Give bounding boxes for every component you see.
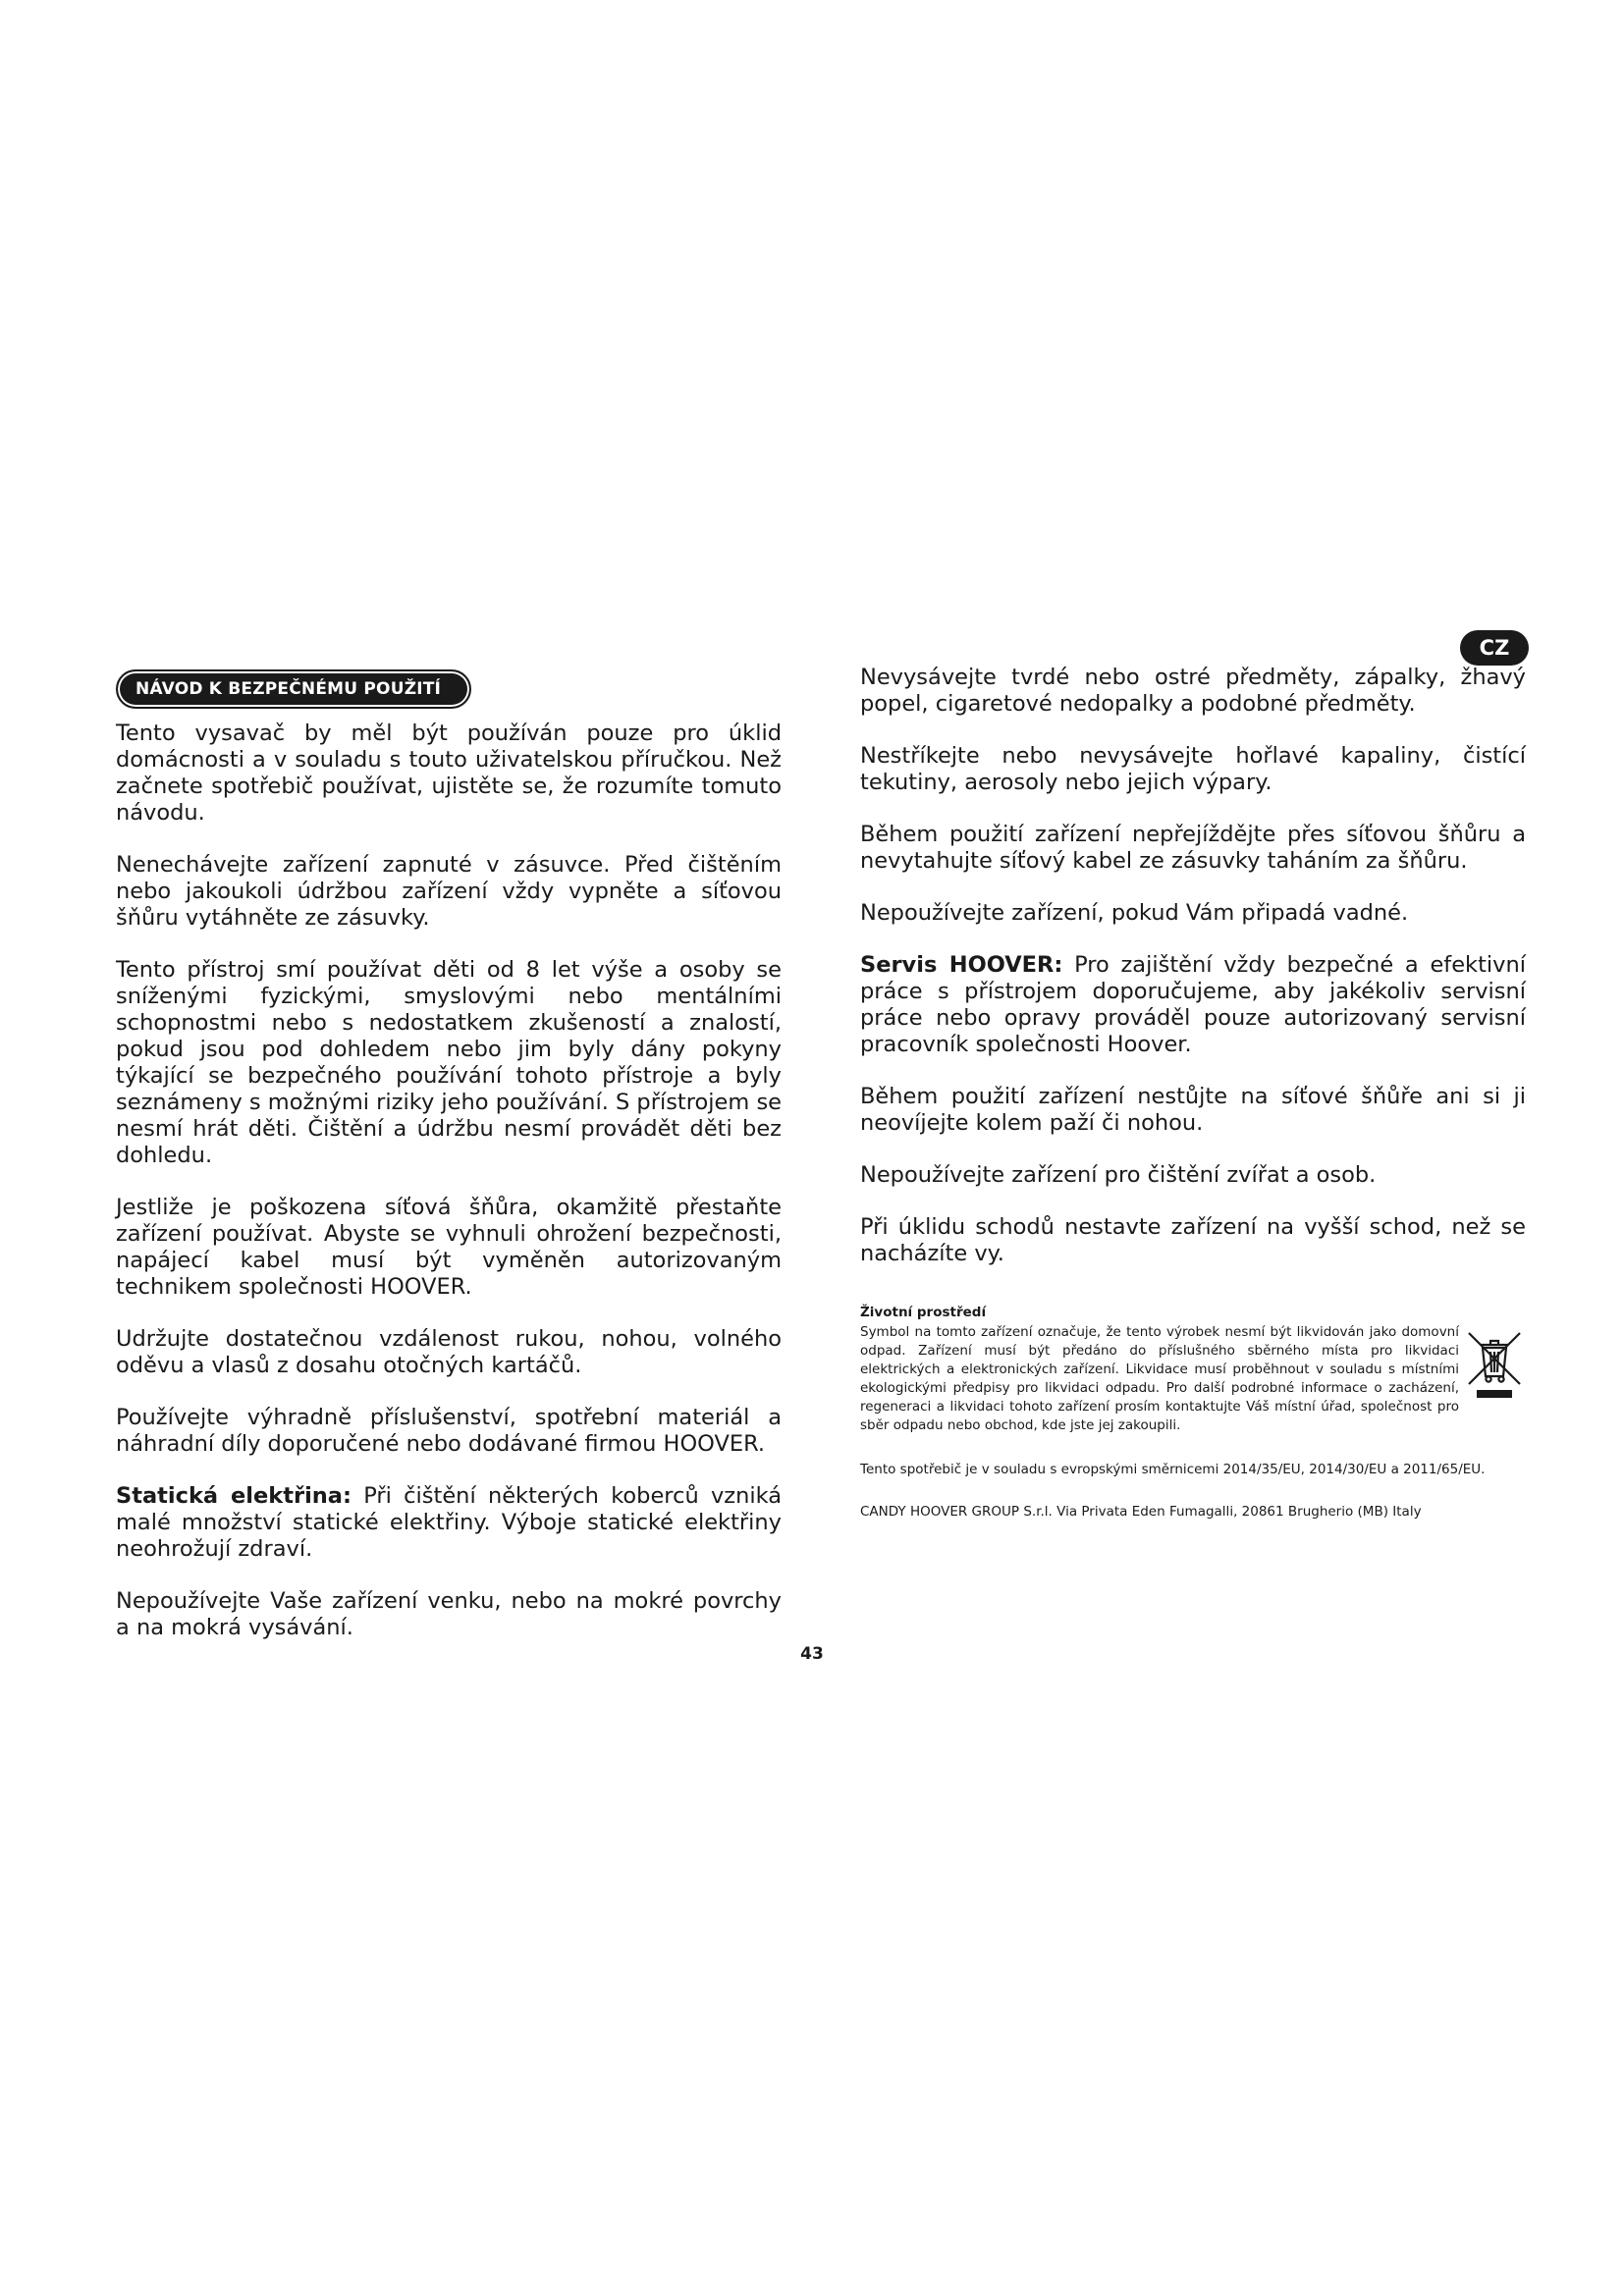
paragraph: Používejte výhradně příslušenství, spotřební materiál a náhradní díly doporučené nebo dodávané firmou HOOVER. (116, 1405, 782, 1457)
service-paragraph (860, 952, 1526, 1058)
environment-title: Životní prostředí (860, 1305, 987, 1320)
left-column (116, 721, 782, 1667)
section-header: NÁVOD K BEZPEČNÉMU POUŽITÍ (116, 669, 471, 709)
language-badge: CZ (1460, 630, 1529, 666)
page-number: 43 (800, 1644, 824, 1664)
service-label: Servis HOOVER: (860, 952, 1063, 978)
paragraph: Jestliže je poškozena síťová šňůra, okamžitě přestaňte zařízení používat. Abyste se vyhnuli ohrožení bezpečnosti, napájecí kabel musí být vyměněn autorizovaným technikem společnosti HOOVER. (116, 1195, 782, 1300)
right-column (860, 665, 1526, 1293)
static-text: Při čištění některých koberců vzniká malé množství statické elektřiny. Výboje statické elektřiny neohrožují zdraví. (116, 1483, 783, 1562)
weee-crossed-bin-icon (1465, 1331, 1524, 1400)
paragraph: Tento přístroj smí používat děti od 8 let výše a osoby se sníženými fyzickými, smyslovými nebo mentálními schopnostmi nebo s nedostatkem zkušeností a znalostí, pokud jsou pod dohledem nebo jim byly dány pokyny týkající se bezpečného používání tohoto přístroje a byly seznámeny s možnými riziky jeho používání. S přístrojem se nesmí hrát děti. Čištění a údržbu nesmí provádět děti bez dohledu. (116, 957, 783, 1168)
paragraph: Udržujte dostatečnou vzdálenost rukou, nohou, volného oděvu a vlasů z dosahu otočných kartáčů. (116, 1326, 782, 1378)
paragraph: Tento vysavač by měl být používán pouze pro úklid domácnosti a v souladu s touto uživatelskou příručkou. Než začnete spotřebič používat, ujistěte se, že rozumíte tomuto návodu. (116, 721, 782, 826)
paragraph: Nepoužívejte zařízení, pokud Vám připadá vadné. (860, 900, 1409, 926)
paragraph: Nestříkejte nebo nevysávejte hořlavé kapaliny, čistící tekutiny, aerosoly nebo jejich výpary. (860, 743, 1526, 795)
paragraph: Nepoužívejte zařízení pro čištění zvířat a osob. (860, 1162, 1377, 1188)
paragraph: Nenechávejte zařízení zapnuté v zásuvce. Před čištěním nebo jakoukoli údržbou zařízení vždy vypněte a síťovou šňůru vytáhněte ze zásuvky. (116, 852, 782, 931)
compliance-text: Tento spotřebič je v souladu s evropskými směrnicemi 2014/35/EU, 2014/30/EU a 2011/65/EU. (860, 1462, 1486, 1477)
static-electricity-paragraph (116, 1483, 782, 1563)
company-address: CANDY HOOVER GROUP S.r.l. Via Privata Eden Fumagalli, 20861 Brugherio (MB) Italy (860, 1504, 1422, 1520)
paragraph: Při úklidu schodů nestavte zařízení na vyšší schod, než se nacházíte vy. (860, 1214, 1526, 1266)
paragraph: Během použití zařízení nestůjte na síťové šňůře ani si ji neovíjejte kolem paží či nohou. (860, 1084, 1526, 1136)
service-text: Pro zajištění vždy bezpečné a efektivní práce s přístrojem doporučujeme, aby jakékoliv servisní práce nebo opravy prováděl pouze autorizovaný servisní pracovník společnosti Hoover. (860, 952, 1526, 1057)
paragraph: Nevysávejte tvrdé nebo ostré předměty, zápalky, žhavý popel, cigaretové nedopalky a podobné předměty. (860, 665, 1526, 717)
environment-section (860, 1304, 1526, 1522)
static-label: Statická elektřina: (116, 1483, 352, 1509)
environment-text: Symbol na tomto zařízení označuje, že tento výrobek nesmí být likvidován jako domovní odpad. Zařízení musí být předáno do příslušného sběrného místa pro likvidaci elektrických a elektronických zařízení. Likvidace musí proběhnout v souladu s místními ekologickými předpisy pro likvidaci odpadu. Pro další podrobné informace o zacházení, regeneraci a likvidaci tohoto zařízení prosím kontaktujte Váš místní úřad, společnost pro sběr odpadu nebo obchod, kde jste jej zakoupili. (860, 1324, 1459, 1433)
paragraph: Během použití zařízení nepřejíždějte přes síťovou šňůru a nevytahujte síťový kabel ze zásuvky taháním za šňůru. (860, 822, 1526, 874)
paragraph: Nepoužívejte Vaše zařízení venku, nebo na mokré povrchy a na mokrá vysávání. (116, 1588, 782, 1640)
